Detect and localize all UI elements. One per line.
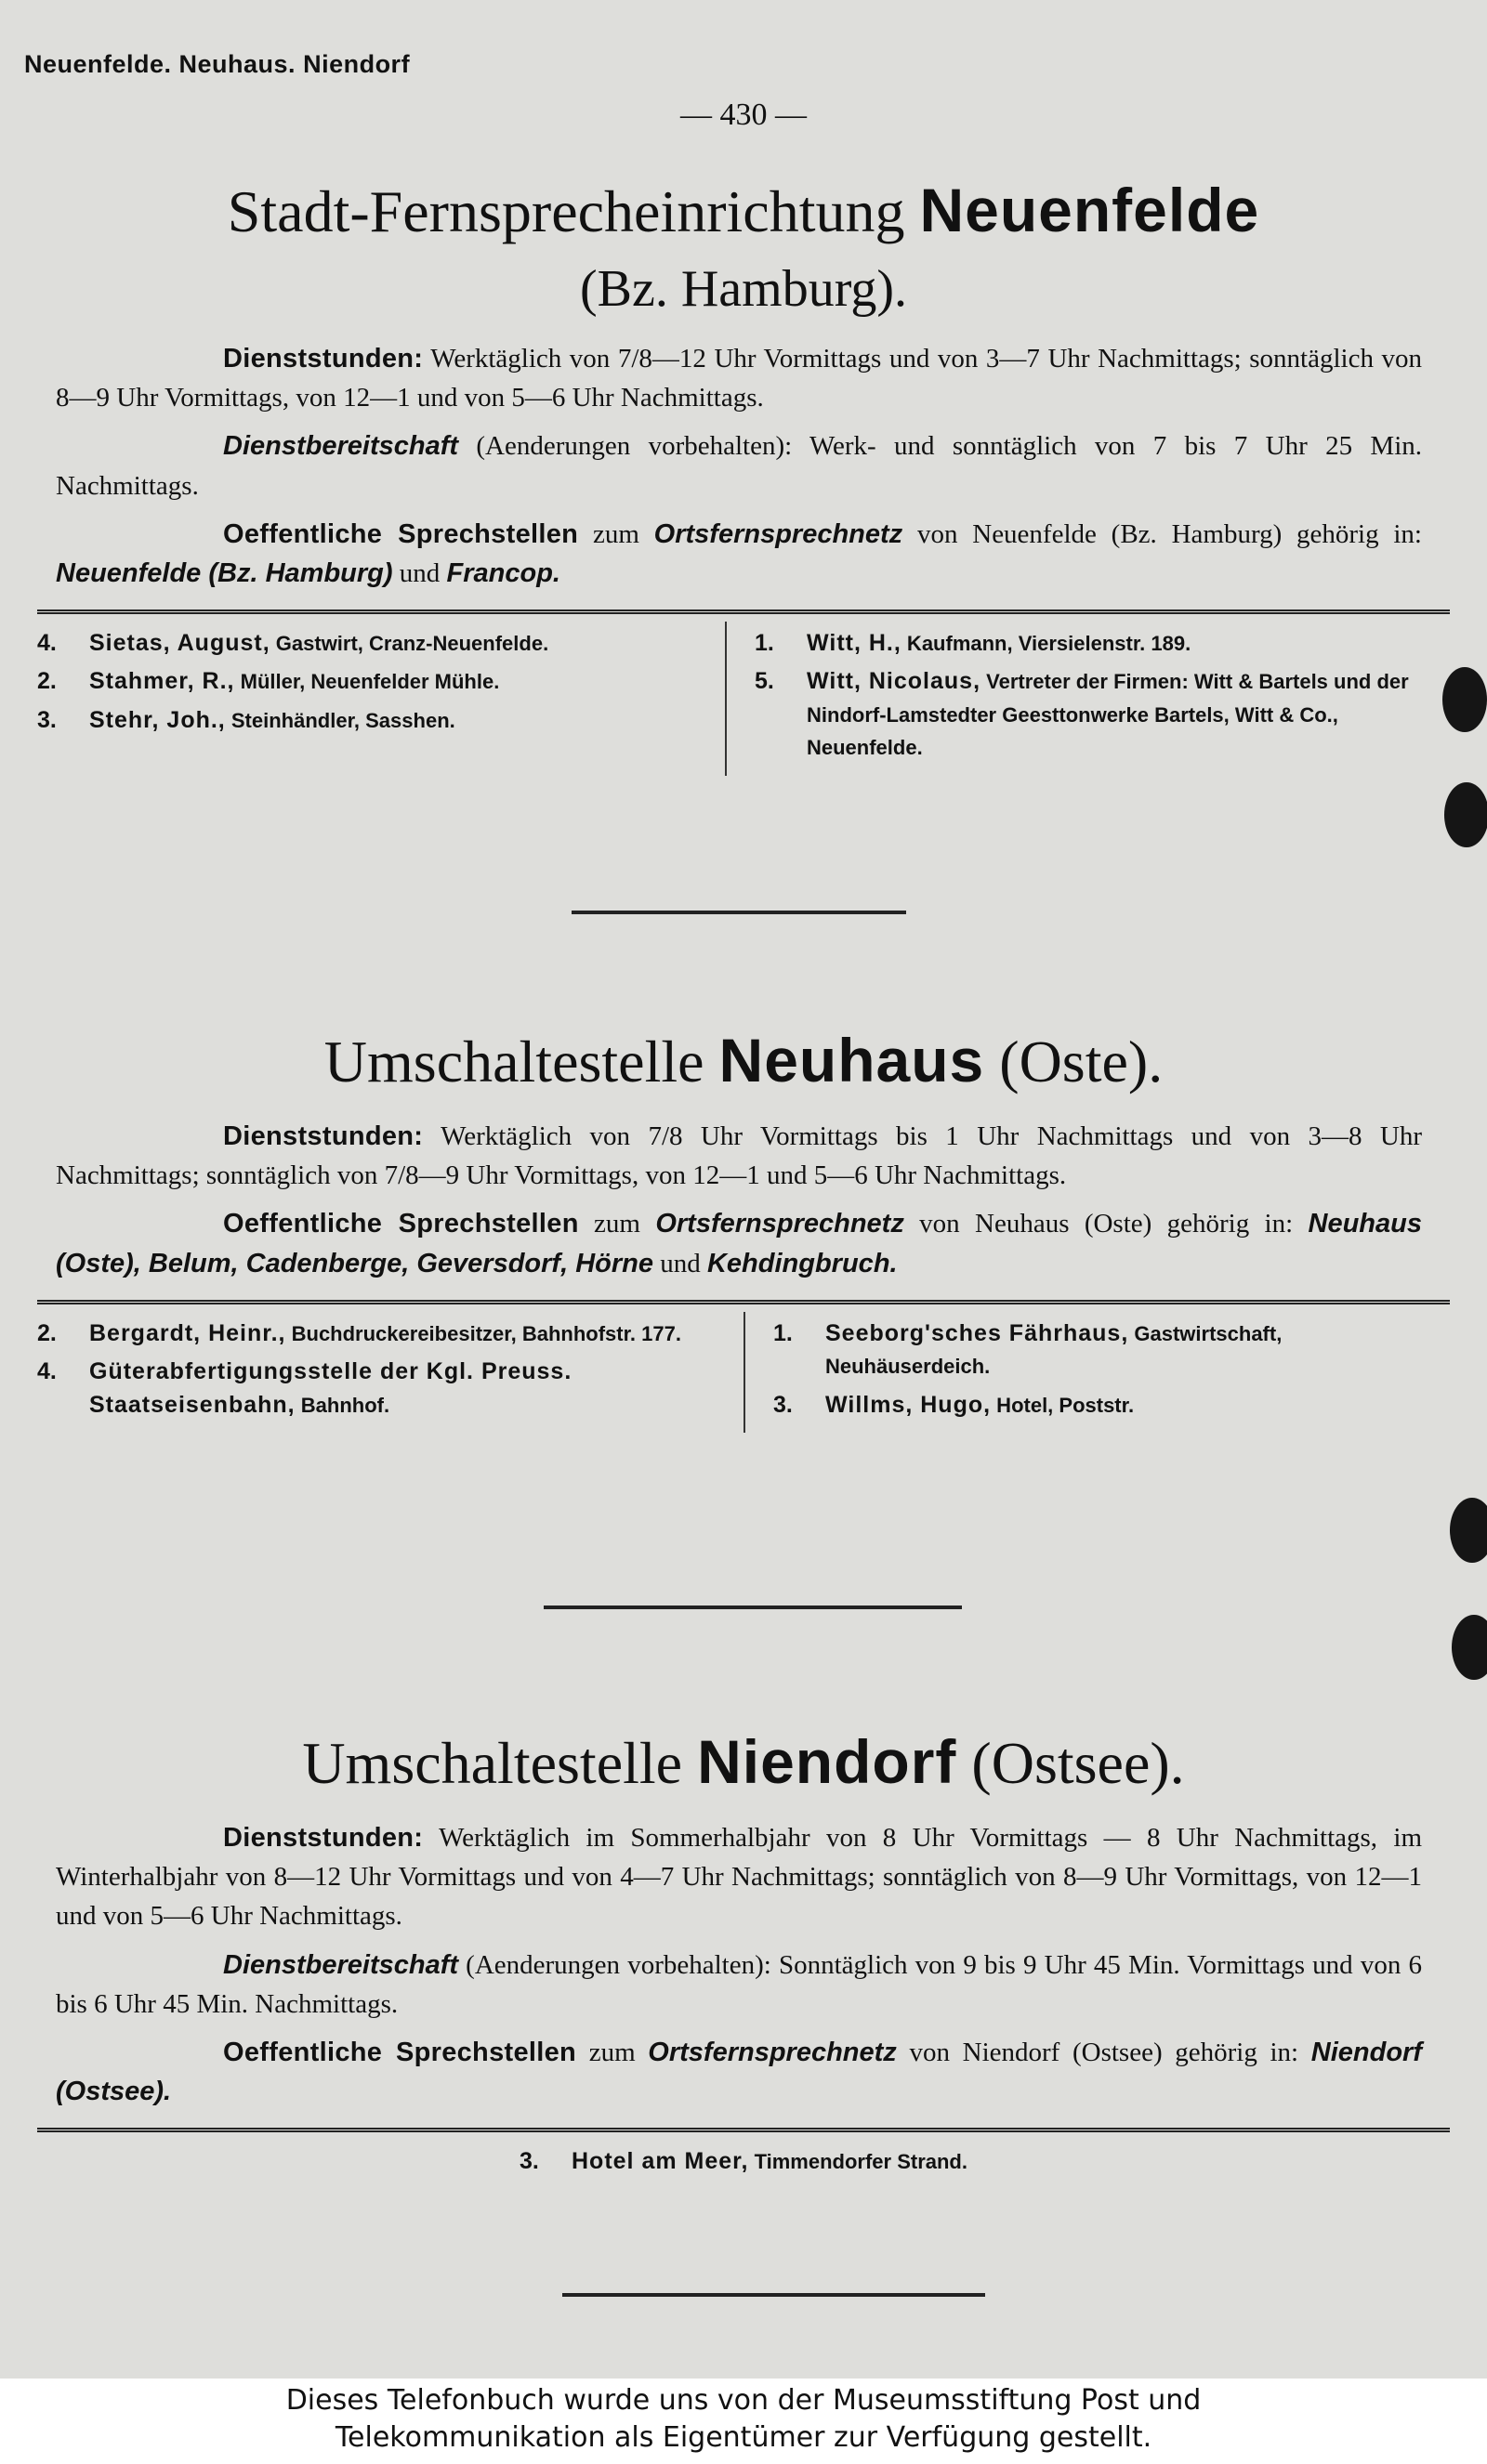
section-neuhaus (37, 1027, 1450, 1433)
section-neuenfelde (37, 177, 1450, 776)
readiness-text: (Aenderungen vorbehalten): Werk- und sonntäglich von 7 bis 7 Uhr 25 Min. Nachmittags. (56, 431, 1422, 501)
entry-name: Seeborg'sches Fährhaus, (825, 1319, 1129, 1346)
title-place: Neuenfelde (919, 176, 1260, 244)
entry-name: Stahmer, R., (89, 668, 235, 695)
column-right (745, 1312, 1442, 1434)
binding-hole (1452, 1615, 1487, 1680)
entry-desc: Bahnhof. (295, 1393, 390, 1417)
subscriber-entry (37, 1317, 744, 1351)
title-place: Niendorf (697, 1727, 957, 1796)
places: Neuhaus (Oste), Belum, Cadenberge, Geversdorf, Hörne (56, 1209, 1422, 1278)
entry-name: Stehr, Joh., (89, 706, 226, 733)
entry-name: Willms, Hugo, (825, 1391, 992, 1418)
places-2: Francop. (446, 557, 560, 588)
subscriber-table (37, 1312, 1450, 1434)
section-title (37, 177, 1450, 244)
entry-number: 1. (773, 1319, 793, 1346)
column-right (727, 622, 1442, 776)
attribution-footer (0, 2379, 1487, 2464)
service-hours (56, 1818, 1422, 1935)
places: Niendorf (Ostsee). (56, 2037, 1422, 2106)
subscriber-entry (37, 1356, 744, 1422)
entry-name: Sietas, August, (89, 629, 270, 656)
service-hours-label: Dienststunden: (223, 1121, 424, 1152)
readiness (56, 426, 1422, 505)
entry-desc: Gastwirt, Cranz-Neuenfelde. (270, 631, 549, 655)
entry-desc: Hotel, Poststr. (991, 1393, 1135, 1417)
service-hours-label: Dienststunden: (223, 1823, 424, 1854)
column-left (37, 622, 727, 776)
subscriber-entry (773, 1389, 1442, 1422)
service-hours (56, 339, 1422, 417)
network-name: Ortsfernsprechnetz (653, 518, 903, 549)
conjunction: und (652, 1248, 707, 1278)
entry-number: 3. (520, 2147, 539, 2174)
subscriber-entry (37, 665, 725, 699)
entry-number: 1. (755, 629, 774, 656)
subscriber-entry (37, 704, 725, 738)
footer-line-1: Dieses Telefonbuch wurde uns von der Museumsstiftung Post und (285, 2384, 1202, 2417)
public-stations-mid: zum (578, 1209, 656, 1239)
entry-desc: Steinhändler, Sasshen. (225, 708, 455, 732)
running-head: Neuenfelde. Neuhaus. Niendorf (24, 50, 411, 78)
entry-desc: Müller, Neuenfelder Mühle. (234, 670, 500, 694)
binding-hole (1442, 667, 1487, 732)
service-hours-text: Werktäglich von 7/8 Uhr Vormittags bis 1 Uhr Nachmittags und von 3—8 Uhr Nachmittags; sonntäglich von 7/8—9 Uhr Vormittags, von 12—1 und 5—6 Uhr Nachmittags. (56, 1121, 1422, 1191)
subscriber-entry (773, 1317, 1442, 1383)
public-stations-label: Oeffentliche Sprechstellen (223, 518, 579, 549)
entry-number: 2. (37, 1319, 57, 1346)
service-hours (56, 1117, 1422, 1195)
entry-name: Witt, Nicolaus, (807, 668, 981, 695)
page-number: — 430 — (680, 98, 807, 132)
public-stations-mid: zum (576, 2037, 649, 2067)
subscriber-entry (755, 627, 1442, 661)
rule (37, 609, 1450, 614)
places: Neuenfelde (Bz. Hamburg) (56, 557, 393, 588)
section-niendorf (37, 1728, 1450, 2189)
subscriber-entry (755, 665, 1442, 765)
binding-hole (1444, 782, 1487, 847)
readiness-label: Dienstbereitschaft (223, 1949, 459, 1980)
title-tail: (Oste). (984, 1029, 1164, 1094)
title-text: Stadt-Fernsprecheinrichtung (227, 178, 920, 244)
section-separator (544, 1606, 962, 1609)
rule (37, 1300, 1450, 1304)
column-center (520, 2140, 967, 2190)
network-name: Ortsfernsprechnetz (655, 1209, 904, 1239)
rule (37, 2128, 1450, 2132)
public-stations-text: von Neuenfelde (Bz. Hamburg) gehörig in: (902, 518, 1422, 549)
entry-name: Güterabfertigungsstelle der Kgl. Preuss. Staatseisenbahn, (89, 1358, 572, 1418)
conjunction: und (392, 557, 447, 588)
network-name: Ortsfernsprechnetz (648, 2037, 897, 2067)
subscriber-table (37, 2140, 1450, 2190)
entry-desc: Buchdruckereibesitzer, Bahnhofstr. 177. (285, 1321, 681, 1345)
service-hours-label: Dienststunden: (223, 344, 424, 374)
title-place: Neuhaus (718, 1026, 985, 1094)
entry-desc: Gastwirtschaft, Neuhäuserdeich. (825, 1321, 1283, 1379)
places-2: Kehdingbruch. (706, 1248, 898, 1278)
entry-number: 4. (37, 629, 57, 656)
section-title (37, 1027, 1450, 1094)
public-stations-text: von Niendorf (Ostsee) gehörig in: (896, 2037, 1311, 2067)
subscriber-table (37, 622, 1450, 776)
readiness (56, 1946, 1422, 2024)
section-separator (562, 2293, 985, 2297)
column-left (37, 1312, 745, 1434)
entry-desc: Timmendorfer Strand. (748, 2149, 967, 2173)
section-separator (572, 911, 906, 914)
entry-name: Witt, H., (807, 629, 901, 656)
section-subtitle: (Bz. Hamburg). (580, 260, 907, 319)
public-stations (56, 1204, 1422, 1282)
entry-number: 5. (755, 668, 774, 695)
service-hours-text: Werktäglich von 7/8—12 Uhr Vormittags und von 3—7 Uhr Nachmittags; sonntäglich von 8—9 Uhr Vormittags, von 12—1 und von 5—6 Uhr Nachmittags. (56, 344, 1422, 413)
public-stations-mid: zum (578, 518, 654, 549)
section-title (37, 1728, 1450, 1796)
service-hours-text: Werktäglich im Sommerhalbjahr von 8 Uhr Vormittags — 8 Uhr Nachmittags, im Winterhalbjahr von 8—12 Uhr Vormittags und von 4—7 Uhr Nachmittags; sonntäglich von 8—9 Uhr Vormittags, von 12—1 und von 5—6 Uhr Nachmittags. (56, 1823, 1422, 1932)
public-stations (56, 2033, 1422, 2111)
entry-number: 3. (773, 1391, 793, 1418)
binding-hole (1450, 1498, 1487, 1563)
public-stations-label: Oeffentliche Sprechstellen (223, 2037, 577, 2067)
public-stations-label: Oeffentliche Sprechstellen (223, 1209, 579, 1239)
footer-line-2: Telekommunikation als Eigentümer zur Verfügung gestellt. (335, 2421, 1152, 2454)
entry-number: 3. (37, 706, 57, 733)
entry-desc: Kaufmann, Viersielenstr. 189. (901, 631, 1191, 655)
subscriber-entry (37, 627, 725, 661)
entry-name: Bergardt, Heinr., (89, 1319, 286, 1346)
entry-number: 2. (37, 668, 57, 695)
readiness-text: (Aenderungen vorbehalten): Sonntäglich von 9 bis 9 Uhr 45 Min. Vormittags und von 6 bis 6 Uhr 45 Min. Nachmittags. (56, 1949, 1422, 2019)
title-text: Umschaltestelle (302, 1730, 698, 1796)
entry-desc: Vertreter der Firmen: Witt & Bartels und der Nindorf-Lamstedter Geesttonwerke Bartels, Witt & Co., Neuenfelde. (807, 670, 1409, 760)
title-tail: (Ostsee). (956, 1730, 1185, 1796)
entry-number: 4. (37, 1358, 57, 1385)
entry-name: Hotel am Meer, (572, 2147, 749, 2174)
subscriber-entry (520, 2145, 967, 2179)
public-stations (56, 515, 1422, 593)
title-text: Umschaltestelle (323, 1029, 719, 1094)
readiness-label: Dienstbereitschaft (223, 431, 459, 462)
public-stations-text: von Neuhaus (Oste) gehörig in: (903, 1209, 1309, 1239)
